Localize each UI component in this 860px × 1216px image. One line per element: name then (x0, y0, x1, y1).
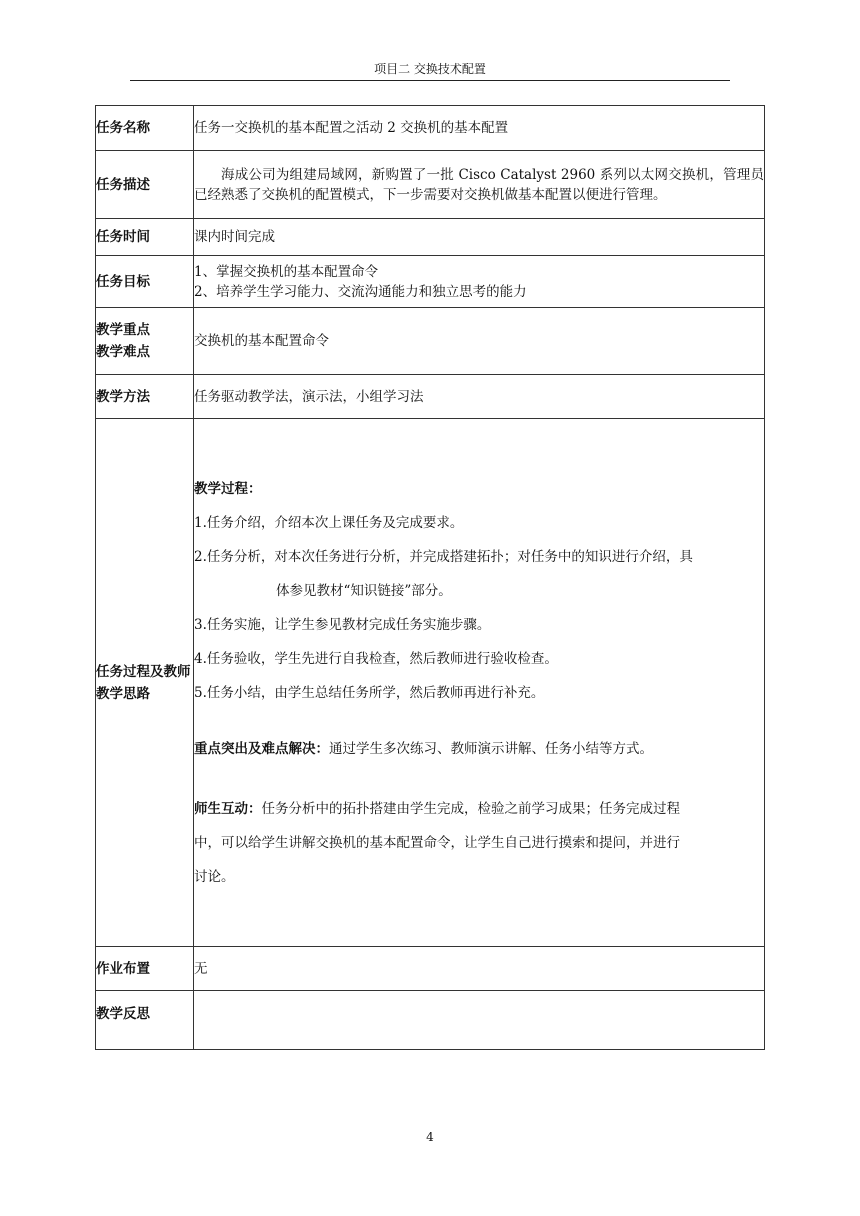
key-points-label-line-1: 教学重点 (96, 322, 150, 338)
task-desc-label: 任务描述 (96, 151, 194, 219)
page-number: 4 (426, 1130, 434, 1144)
interaction-label: 师生互动： (194, 800, 262, 817)
homework-label: 作业布置 (96, 947, 194, 991)
table-row-homework (96, 947, 765, 991)
table-row-task-desc (96, 151, 765, 219)
reflection-value (194, 991, 765, 1050)
task-name-value: 任务一交换机的基本配置之活动 2 交换机的基本配置 (194, 106, 765, 151)
lesson-plan-table (95, 105, 765, 1050)
table-row-reflection (96, 991, 765, 1050)
table-row-key-points (96, 308, 765, 375)
method-value: 任务驱动教学法，演示法，小组学习法 (194, 375, 765, 419)
key-solution-text: 通过学生多次练习、教师演示讲解、任务小结等方式。 (329, 740, 653, 757)
process-step-4: 4.任务验收，学生先进行自我检查，然后教师进行验收检查。 (194, 650, 558, 667)
task-goal-label: 任务目标 (96, 256, 194, 308)
interaction-line-3: 讨论。 (194, 868, 235, 885)
process-heading: 教学过程： (194, 480, 262, 497)
header-title: 项目二 交换技术配置 (374, 62, 486, 76)
table-row-task-goal (96, 256, 765, 308)
key-points-value: 交换机的基本配置命令 (194, 308, 765, 375)
task-time-value: 课内时间完成 (194, 219, 765, 256)
method-label: 教学方法 (96, 375, 194, 419)
table-row-task-name (96, 106, 765, 151)
page-footer (0, 1130, 860, 1144)
task-desc-value: 海成公司为组建局域网，新购置了一批 Cisco Catalyst 2960 系列以太网交换机，管理员已经熟悉了交换机的配置模式，下一步需要对交换机做基本配置以便进行管理。 (194, 151, 765, 219)
table-row-method (96, 375, 765, 419)
table-row-task-time (96, 219, 765, 256)
key-solution-paragraph (194, 732, 764, 766)
key-points-label-line-2: 教学难点 (96, 344, 150, 360)
process-step-3: 3.任务实施，让学生参见教材完成任务实施步骤。 (194, 616, 491, 633)
process-step-2-cont: 体参见教材“知识链接”部分。 (276, 582, 452, 599)
key-solution-label: 重点突出及难点解决： (194, 740, 329, 757)
key-points-label (96, 308, 194, 375)
reflection-label: 教学反思 (96, 991, 194, 1050)
task-time-label: 任务时间 (96, 219, 194, 256)
table-row-process (96, 419, 765, 947)
interaction-line-1: 任务分析中的拓扑搭建由学生完成，检验之前学习成果；任务完成过程 (261, 800, 680, 817)
task-goal-value (194, 256, 765, 308)
task-name-label: 任务名称 (96, 106, 194, 151)
process-step-5: 5.任务小结，由学生总结任务所学，然后教师再进行补充。 (194, 684, 545, 701)
process-step-1: 1.任务介绍，介绍本次上课任务及完成要求。 (194, 514, 464, 531)
goal-line-1: 1、掌握交换机的基本配置命令 (194, 263, 379, 280)
homework-value: 无 (194, 947, 765, 991)
interaction-line-2: 中，可以给学生讲解交换机的基本配置命令，让学生自己进行摸索和提问，并进行 (194, 834, 680, 851)
page-header (130, 58, 730, 81)
interaction-paragraph (194, 792, 764, 826)
goal-line-2: 2、培养学生学习能力、交流沟通能力和独立思考的能力 (194, 283, 527, 300)
process-content (194, 419, 765, 947)
process-label: 任务过程及教师教学思路 (96, 419, 194, 947)
process-step-2: 2.任务分析，对本次任务进行分析，并完成搭建拓扑；对任务中的知识进行介绍，具 (194, 548, 693, 565)
